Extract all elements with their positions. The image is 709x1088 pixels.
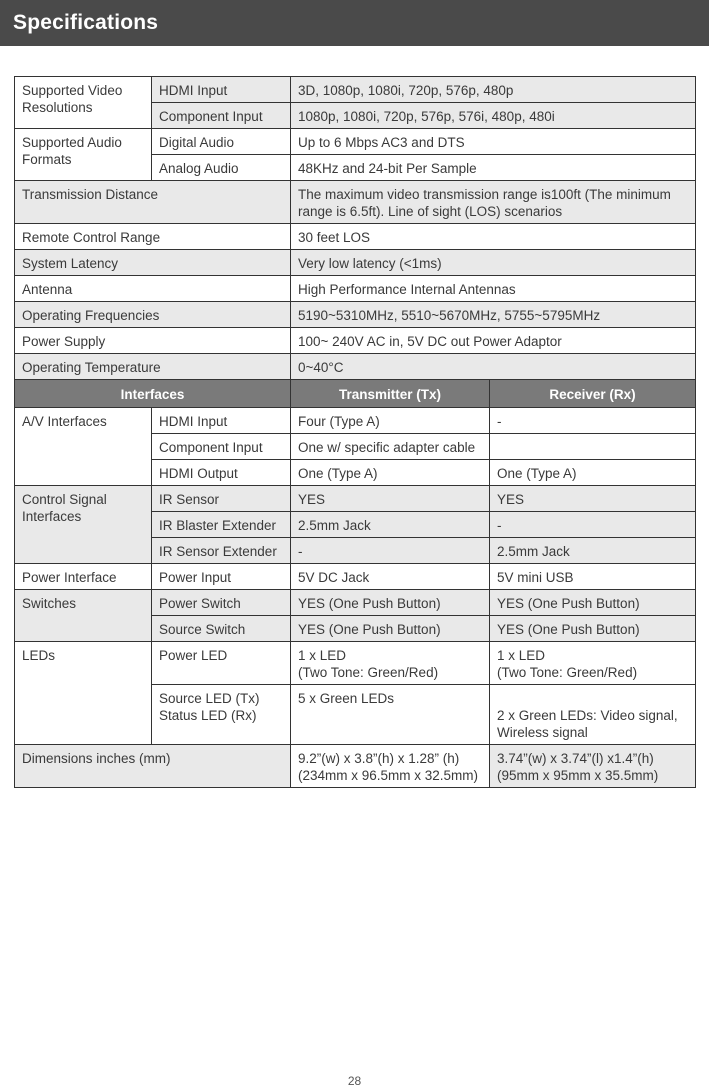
sub-label-source-switch: Source Switch xyxy=(152,616,291,642)
table-row xyxy=(15,745,696,788)
row-label-audio-formats: Supported Audio Formats xyxy=(15,129,152,181)
table-row xyxy=(15,181,696,224)
table-row xyxy=(15,302,696,328)
sub-label-component-input: Component Input xyxy=(152,434,291,460)
rx-status-led: 2 x Green LEDs: Video signal, Wireless signal xyxy=(490,685,696,745)
sub-label-component-input: Component Input xyxy=(152,103,291,129)
value-analog-audio: 48KHz and 24-bit Per Sample xyxy=(291,155,696,181)
table-row xyxy=(15,564,696,590)
table-row xyxy=(15,129,696,155)
header-interfaces: Interfaces xyxy=(15,380,291,408)
table-row xyxy=(15,224,696,250)
sub-label-ir-sensor: IR Sensor xyxy=(152,486,291,512)
row-label-dimensions: Dimensions inches (mm) xyxy=(15,745,291,788)
interfaces-header-row xyxy=(15,380,696,408)
value-remote-range: 30 feet LOS xyxy=(291,224,696,250)
sub-label-status-led: Status LED (Rx) xyxy=(159,708,257,723)
tx-power-led-line-2: (Two Tone: Green/Red) xyxy=(298,665,439,680)
rx-power-led xyxy=(490,642,696,685)
rx-ir-sensor: YES xyxy=(490,486,696,512)
sub-label-source-led: Source LED (Tx) xyxy=(159,691,260,706)
rx-ir-sensor-extender: 2.5mm Jack xyxy=(490,538,696,564)
sub-label-ir-blaster-extender: IR Blaster Extender xyxy=(152,512,291,538)
rx-power-switch: YES (One Push Button) xyxy=(490,590,696,616)
table-row xyxy=(15,486,696,512)
tx-hdmi-input: Four (Type A) xyxy=(291,408,490,434)
table-row xyxy=(15,77,696,103)
rx-component-input xyxy=(490,434,696,460)
sub-label-power-input: Power Input xyxy=(152,564,291,590)
tx-dimensions: 9.2”(w) x 3.8”(h) x 1.28” (h) (234mm x 96.5mm x 32.5mm) xyxy=(291,745,490,788)
table-row xyxy=(15,590,696,616)
sub-label-hdmi-output: HDMI Output xyxy=(152,460,291,486)
row-label-power-supply: Power Supply xyxy=(15,328,291,354)
value-operating-frequencies: 5190~5310MHz, 5510~5670MHz, 5755~5795MHz xyxy=(291,302,696,328)
sub-label-ir-sensor-extender: IR Sensor Extender xyxy=(152,538,291,564)
row-label-control-signal: Control Signal Interfaces xyxy=(15,486,152,564)
row-label-antenna: Antenna xyxy=(15,276,291,302)
row-label-transmission-distance: Transmission Distance xyxy=(15,181,291,224)
sub-label-source-status-led xyxy=(152,685,291,745)
sub-label-power-switch: Power Switch xyxy=(152,590,291,616)
tx-ir-sensor: YES xyxy=(291,486,490,512)
value-system-latency: Very low latency (<1ms) xyxy=(291,250,696,276)
value-transmission-distance: The maximum video transmission range is100ft (The minimum range is 6.5ft). Line of sight (LOS) scenarios xyxy=(291,181,696,224)
row-label-av-interfaces: A/V Interfaces xyxy=(15,408,152,486)
tx-ir-sensor-extender: - xyxy=(291,538,490,564)
sub-label-analog-audio: Analog Audio xyxy=(152,155,291,181)
rx-power-led-line-2: (Two Tone: Green/Red) xyxy=(497,665,638,680)
value-power-supply: 100~ 240V AC in, 5V DC out Power Adaptor xyxy=(291,328,696,354)
tx-hdmi-output: One (Type A) xyxy=(291,460,490,486)
tx-power-led-line-1: 1 x LED xyxy=(298,648,347,663)
rx-power-led-line-1: 1 x LED xyxy=(497,648,546,663)
value-digital-audio: Up to 6 Mbps AC3 and DTS xyxy=(291,129,696,155)
rx-hdmi-output: One (Type A) xyxy=(490,460,696,486)
rx-hdmi-input: - xyxy=(490,408,696,434)
tx-power-led xyxy=(291,642,490,685)
rx-power-input: 5V mini USB xyxy=(490,564,696,590)
row-label-system-latency: System Latency xyxy=(15,250,291,276)
tx-source-led: 5 x Green LEDs xyxy=(291,685,490,745)
row-label-video-resolutions: Supported Video Resolutions xyxy=(15,77,152,129)
tx-power-switch: YES (One Push Button) xyxy=(291,590,490,616)
tx-power-input: 5V DC Jack xyxy=(291,564,490,590)
value-hdmi-input: 3D, 1080p, 1080i, 720p, 576p, 480p xyxy=(291,77,696,103)
sub-label-hdmi-input: HDMI Input xyxy=(152,77,291,103)
row-label-leds: LEDs xyxy=(15,642,152,745)
table-row xyxy=(15,354,696,380)
row-label-remote-range: Remote Control Range xyxy=(15,224,291,250)
tx-source-switch: YES (One Push Button) xyxy=(291,616,490,642)
specifications-table xyxy=(14,76,696,788)
table-row xyxy=(15,276,696,302)
value-component-input: 1080p, 1080i, 720p, 576p, 576i, 480p, 480i xyxy=(291,103,696,129)
tx-component-input: One w/ specific adapter cable xyxy=(291,434,490,460)
rx-dimensions: 3.74”(w) x 3.74”(l) x1.4”(h) (95mm x 95mm x 35.5mm) xyxy=(490,745,696,788)
header-transmitter: Transmitter (Tx) xyxy=(291,380,490,408)
rx-source-switch: YES (One Push Button) xyxy=(490,616,696,642)
table-row xyxy=(15,250,696,276)
page-number: 28 xyxy=(347,1074,362,1088)
sub-label-hdmi-input: HDMI Input xyxy=(152,408,291,434)
page-title: Specifications xyxy=(13,11,159,34)
row-label-power-interface: Power Interface xyxy=(15,564,152,590)
row-label-switches: Switches xyxy=(15,590,152,642)
tx-ir-blaster-extender: 2.5mm Jack xyxy=(291,512,490,538)
row-label-operating-frequencies: Operating Frequencies xyxy=(15,302,291,328)
table-row xyxy=(15,328,696,354)
value-operating-temperature: 0~40°C xyxy=(291,354,696,380)
row-label-operating-temperature: Operating Temperature xyxy=(15,354,291,380)
table-row xyxy=(15,642,696,685)
section-header-bar xyxy=(0,0,709,46)
sub-label-power-led: Power LED xyxy=(152,642,291,685)
header-receiver: Receiver (Rx) xyxy=(490,380,696,408)
value-antenna: High Performance Internal Antennas xyxy=(291,276,696,302)
table-row xyxy=(15,408,696,434)
sub-label-digital-audio: Digital Audio xyxy=(152,129,291,155)
rx-ir-blaster-extender: - xyxy=(490,512,696,538)
